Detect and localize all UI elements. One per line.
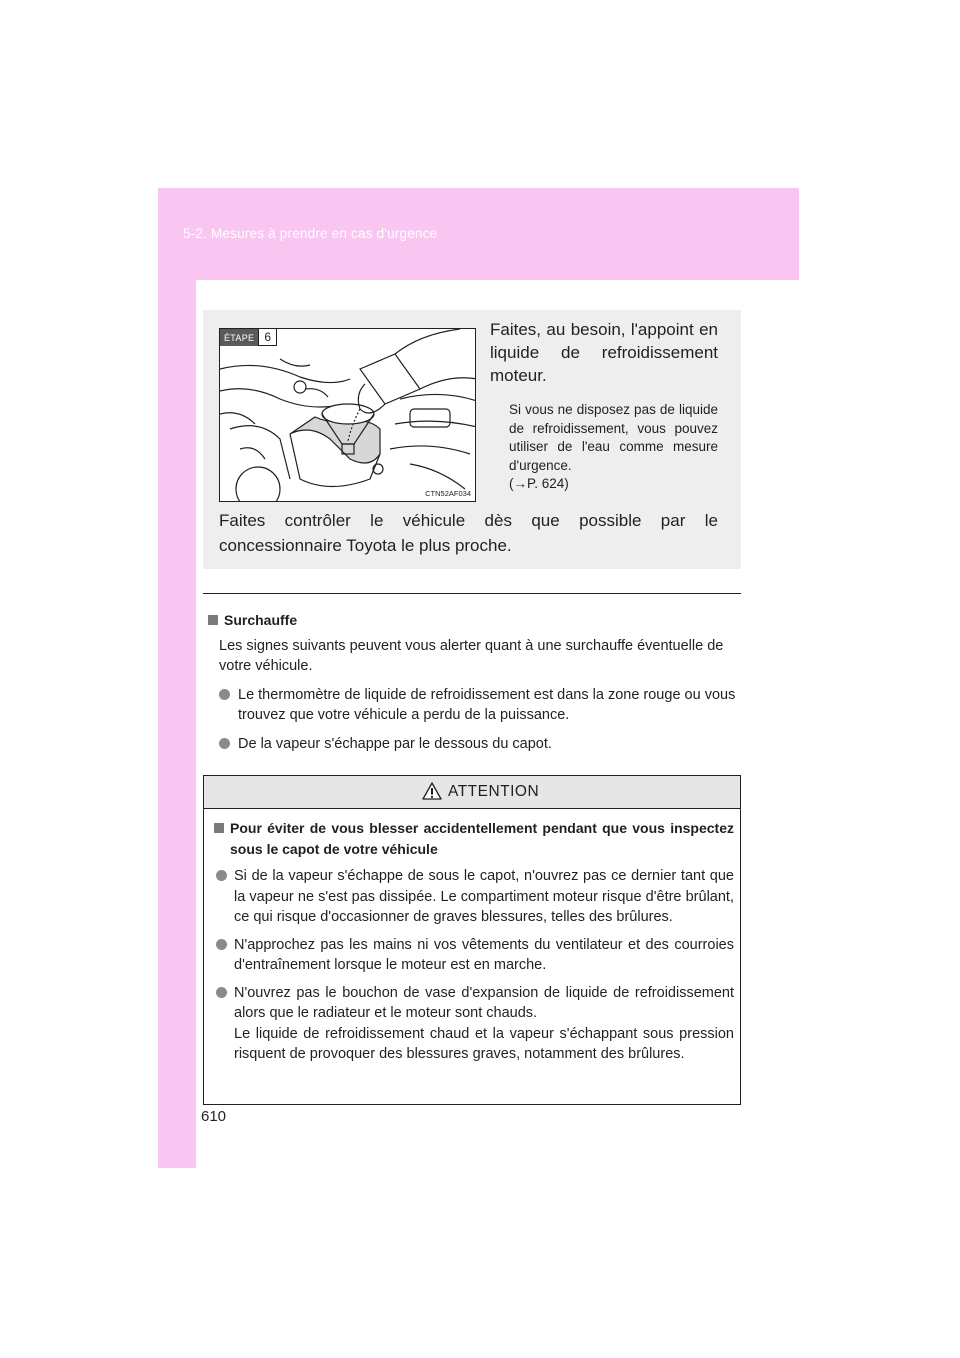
circle-bullet-icon bbox=[216, 987, 227, 998]
list-item bbox=[208, 685, 737, 726]
attention-subtitle-text: Pour éviter de vous blesser accidentellement pendant que vous inspectez sous le capot de votre véhicule bbox=[230, 820, 734, 857]
attention-subtitle bbox=[214, 818, 734, 859]
page-number: 610 bbox=[201, 1108, 227, 1125]
circle-bullet-icon bbox=[219, 689, 230, 700]
illustration-code: CTN52AF034 bbox=[425, 489, 471, 498]
step-instruction: Faites, au besoin, l'appoint en liquide de refroidissement moteur. bbox=[490, 320, 718, 385]
attention-item bbox=[214, 866, 734, 928]
attention-item-text: Si de la vapeur s'échappe de sous le capot, n'ouvrez pas ce dernier tant que la vapeur ne s'est pas dissipée. Le compartiment moteur risque d'être brûlant, ce qui risque d'occasionner de graves blessures, telles des brûlures. bbox=[234, 868, 734, 925]
step-followup: Faites contrôler le véhicule dès que possible par le concessionnaire Toyota le plus proche. bbox=[219, 511, 718, 555]
attention-box bbox=[203, 775, 741, 1105]
step-number: 6 bbox=[258, 329, 277, 346]
step-note bbox=[509, 401, 718, 494]
divider bbox=[203, 593, 741, 594]
attention-header bbox=[204, 776, 740, 809]
attention-item-text: N'ouvrez pas le bouchon de vase d'expansion de liquide de refroidissement alors que le radiateur et le moteur sont chauds. bbox=[234, 984, 734, 1021]
attention-item-text: N'approchez pas les mains ni vos vêtements du ventilateur et des courroies d'entraînement lorsque le moteur est en marche. bbox=[234, 936, 734, 973]
list-item bbox=[208, 734, 737, 755]
attention-item-continuation: Le liquide de refroidissement chaud et la vapeur s'échappant sous pression risquent de provoquer des blessures graves, notamment des brûlures. bbox=[234, 1025, 734, 1062]
step-label: ÉTAPE bbox=[220, 329, 258, 346]
circle-bullet-icon bbox=[219, 738, 230, 749]
list-item-text: De la vapeur s'échappe par le dessous du capot. bbox=[238, 735, 552, 752]
surchauffe-section bbox=[208, 610, 741, 754]
attention-item bbox=[214, 983, 734, 1065]
attention-body bbox=[204, 809, 740, 1065]
circle-bullet-icon bbox=[216, 939, 227, 950]
section-intro: Les signes suivants peuvent vous alerter quant à une surchauffe éventuelle de votre véhicule. bbox=[219, 637, 724, 674]
warning-triangle-icon bbox=[422, 782, 442, 800]
attention-title: ATTENTION bbox=[448, 783, 540, 800]
page-reference: (→P. 624) bbox=[509, 476, 569, 491]
side-band bbox=[158, 280, 196, 1168]
list-item-text: Le thermomètre de liquide de refroidissement est dans la zone rouge ou vous trouvez que votre véhicule a perdu de la puissance. bbox=[238, 686, 736, 723]
coolant-illustration bbox=[219, 328, 476, 502]
step-note-text: Si vous ne disposez pas de liquide de refroidissement, vous pouvez utiliser de l'eau comme mesure d'urgence. bbox=[509, 402, 718, 473]
section-title: Surchauffe bbox=[224, 612, 298, 628]
section-header: 5-2. Mesures à prendre en cas d'urgence bbox=[183, 226, 438, 241]
circle-bullet-icon bbox=[216, 870, 227, 881]
square-bullet-icon bbox=[214, 823, 224, 833]
square-bullet-icon bbox=[208, 615, 218, 625]
step-badge bbox=[220, 329, 277, 346]
attention-item bbox=[214, 935, 734, 976]
engine-coolant-drawing bbox=[220, 329, 476, 502]
